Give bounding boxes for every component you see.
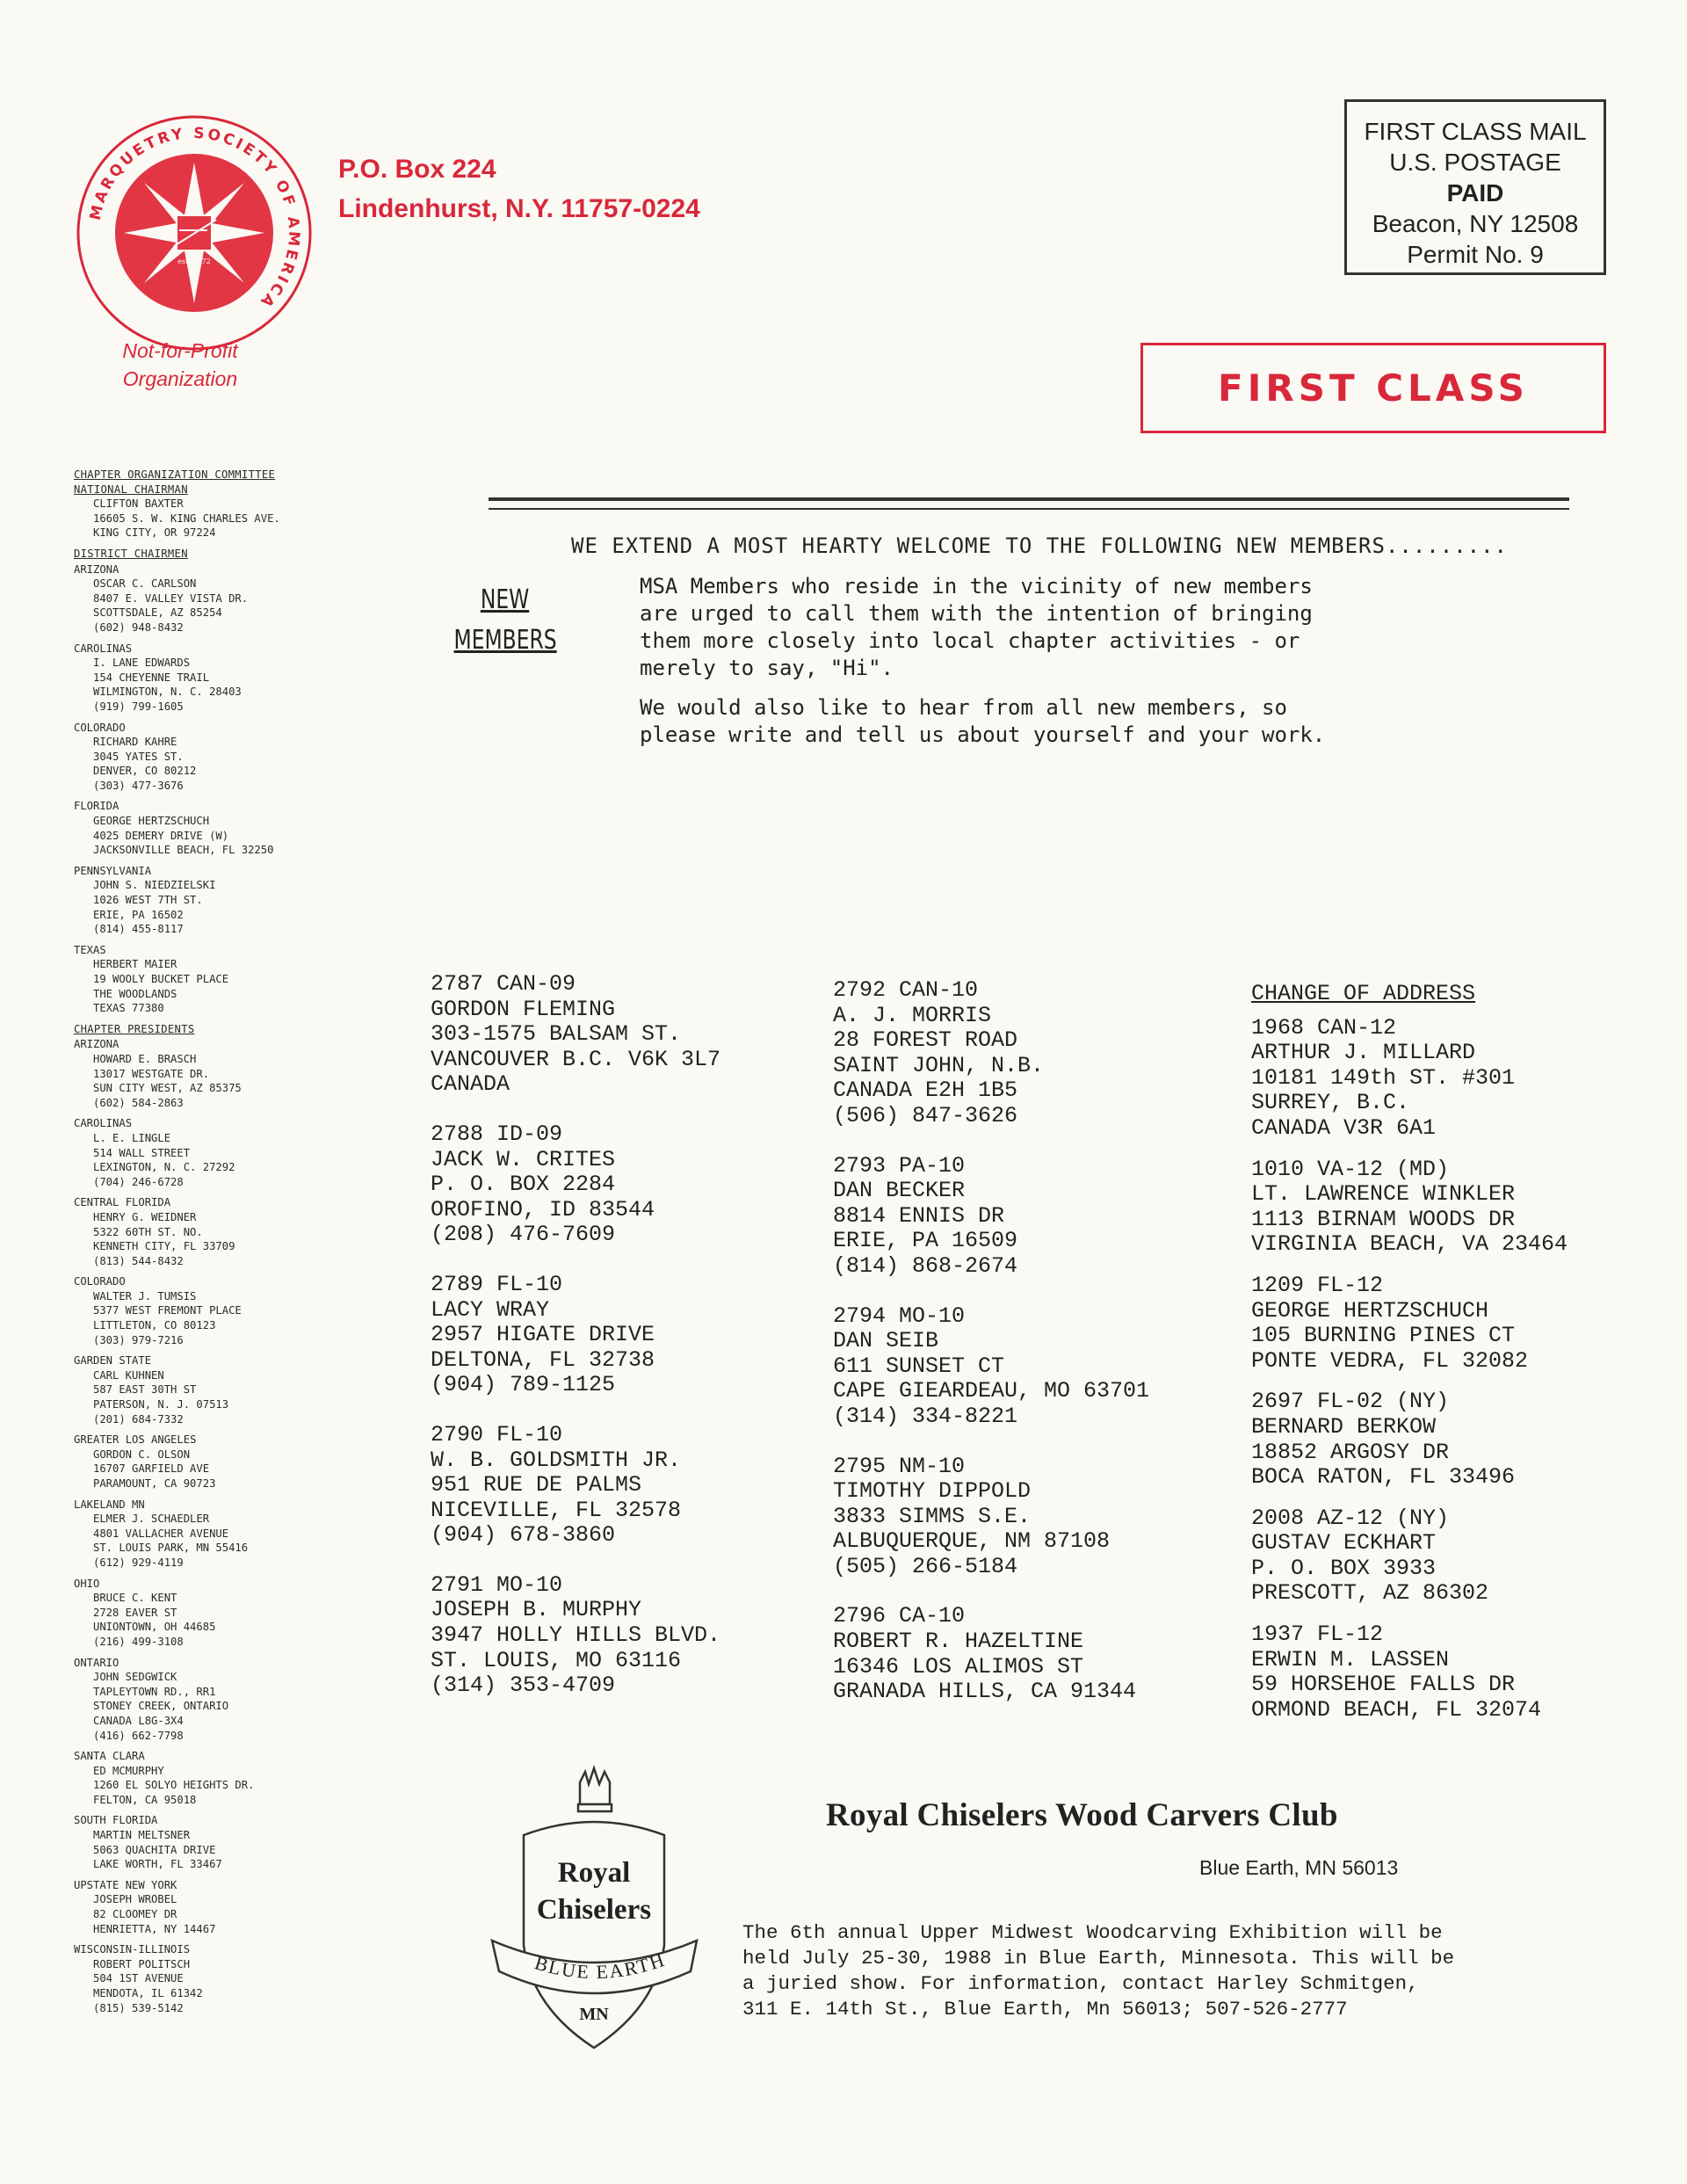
chapter-contact xyxy=(74,1274,364,1347)
member-number: 1010 VA-12 (MD) xyxy=(1251,1156,1450,1182)
member-number: 2793 PA-10 xyxy=(833,1152,966,1179)
contact-line: 16707 GARFIELD AVE xyxy=(93,1462,210,1476)
contact-line: CLIFTON BAXTER xyxy=(93,497,184,511)
member-line: SAINT JOHN, N.B. xyxy=(833,1052,1045,1078)
contact-line: JOHN S. NIEDZIELSKI xyxy=(93,879,216,892)
contact-line: MENDOTA, IL 61342 xyxy=(93,1987,203,1999)
member-line: 16346 LOS ALIMOS ST xyxy=(833,1653,1084,1680)
member-line: ALBUQUERQUE, NM 87108 xyxy=(833,1528,1111,1555)
member-line: CAPE GIEARDEAU, MO 63701 xyxy=(833,1378,1150,1404)
region-name: CAROLINAS xyxy=(74,1117,133,1130)
member-line: PONTE VEDRA, FL 32082 xyxy=(1251,1347,1529,1374)
member-line: P. O. BOX 3933 xyxy=(1251,1555,1437,1581)
contact-line: (814) 455-8117 xyxy=(93,923,184,936)
new-member-entry xyxy=(833,1154,1149,1280)
contact-line: HENRY G. WEIDNER xyxy=(93,1210,197,1223)
contact-line: CANADA L8G-3X4 xyxy=(93,1714,184,1727)
chapter-contact xyxy=(74,1433,364,1491)
contact-line: (602) 584-2863 xyxy=(93,1096,184,1109)
chapter-contact xyxy=(74,943,364,1016)
member-line: ROBERT R. HAZELTINE xyxy=(833,1629,1084,1655)
member-line: P. O. BOX 2284 xyxy=(431,1172,616,1198)
contact-line: (813) 544-8432 xyxy=(93,1254,184,1267)
contact-line: FELTON, CA 95018 xyxy=(93,1793,197,1806)
member-line: 951 RUE DE PALMS xyxy=(431,1472,642,1498)
contact-line: (416) 662-7798 xyxy=(93,1729,184,1742)
new-member-entry xyxy=(431,1122,720,1248)
chapter-contact xyxy=(74,1749,364,1807)
chapter-contact xyxy=(74,1656,364,1744)
region-name: OHIO xyxy=(74,1577,100,1590)
address-change-entry xyxy=(1251,1016,1568,1142)
member-line: 1113 BIRNAM WOODS DR xyxy=(1251,1206,1516,1232)
contact-line: BRUCE C. KENT xyxy=(93,1592,177,1605)
region-name: CENTRAL FLORIDA xyxy=(74,1196,171,1209)
region-name: COLORADO xyxy=(74,1275,126,1288)
royal-chiselers-title: Royal Chiselers Wood Carvers Club xyxy=(826,1797,1338,1833)
contact-line: TEXAS 77380 xyxy=(93,1002,164,1015)
member-line: (904) 789-1125 xyxy=(431,1372,616,1398)
contact-line: PATERSON, N. J. 07513 xyxy=(93,1398,229,1411)
msa-logo xyxy=(76,114,313,352)
contact-line: KING CITY, OR 97224 xyxy=(93,526,216,540)
region-name: GARDEN STATE xyxy=(74,1354,152,1368)
new-member-entry xyxy=(431,972,720,1098)
divider-rule xyxy=(489,497,1569,501)
member-line: ARTHUR J. MILLARD xyxy=(1251,1040,1476,1066)
member-line: VIRGINIA BEACH, VA 23464 xyxy=(1251,1231,1568,1258)
member-line: CANADA E2H 1B5 xyxy=(833,1077,1018,1104)
member-line: 8814 ENNIS DR xyxy=(833,1202,1005,1229)
postage-line-4: Beacon, NY 12508 xyxy=(1372,210,1579,237)
new-member-entry xyxy=(833,1455,1149,1580)
member-line: VANCOUVER B.C. V6K 3L7 xyxy=(431,1046,721,1072)
member-line: ERIE, PA 16509 xyxy=(833,1228,1018,1254)
member-line: 303-1575 BALSAM ST. xyxy=(431,1021,682,1048)
new-member-entry xyxy=(833,1304,1149,1430)
contact-line: ELMER J. SCHAEDLER xyxy=(93,1513,210,1526)
chapter-contact xyxy=(74,1813,364,1871)
contact-line: JOHN SEDGWICK xyxy=(93,1671,177,1684)
member-line: NICEVILLE, FL 32578 xyxy=(431,1497,682,1523)
contact-line: (303) 477-3676 xyxy=(93,779,184,792)
logo-est-text: est. 1972 xyxy=(177,258,211,265)
new-members-label-line-2: MEMBERS xyxy=(453,625,557,656)
member-line: ORMOND BEACH, FL 32074 xyxy=(1251,1696,1542,1723)
contact-line: HENRIETTA, NY 14467 xyxy=(93,1922,216,1935)
member-number: 2795 NM-10 xyxy=(833,1453,966,1479)
contact-line: 514 WALL STREET xyxy=(93,1146,191,1159)
contact-line: KENNETH CITY, FL 33709 xyxy=(93,1240,235,1253)
intro-paragraph-1: MSA Members who reside in the vicinity of new members are urged to call them with the intention of bringing them more closely into local chapter activities - or merely to say, "Hi". xyxy=(640,574,1313,680)
region-name: FLORIDA xyxy=(74,800,119,813)
new-member-entry xyxy=(431,1423,720,1549)
member-line: A. J. MORRIS xyxy=(833,1002,992,1028)
region-name: SANTA CLARA xyxy=(74,1750,145,1763)
member-line: 611 SUNSET CT xyxy=(833,1353,1005,1379)
region-name: PENNSYLVANIA xyxy=(74,864,152,877)
shield-line-1: Royal xyxy=(557,1857,631,1889)
chapter-contact xyxy=(74,1498,364,1571)
intro-paragraph-2: We would also like to hear from all new members, so please write and tell us about yourself and your work. xyxy=(640,695,1326,747)
contact-line: 154 CHEYENNE TRAIL xyxy=(93,671,210,684)
contact-line: 4801 VALLACHER AVENUE xyxy=(93,1527,229,1540)
member-number: 1209 FL-12 xyxy=(1251,1272,1384,1298)
member-line: ERWIN M. LASSEN xyxy=(1251,1646,1450,1672)
member-number: 2788 ID-09 xyxy=(431,1121,563,1147)
member-line: W. B. GOLDSMITH JR. xyxy=(431,1447,682,1473)
contact-line: JOSEPH WROBEL xyxy=(93,1893,177,1906)
member-line: (506) 847-3626 xyxy=(833,1102,1018,1128)
org-address xyxy=(338,149,700,229)
contact-line: 82 CLOOMEY DR xyxy=(93,1908,177,1921)
welcome-heading: WE EXTEND A MOST HEARTY WELCOME TO THE FOLLOWING NEW MEMBERS......... xyxy=(571,533,1508,558)
member-line: JACK W. CRITES xyxy=(431,1146,616,1172)
contact-line: 3045 YATES ST. xyxy=(93,750,184,763)
contact-line: ST. LOUIS PARK, MN 55416 xyxy=(93,1542,249,1555)
chapter-contact xyxy=(74,864,364,937)
contact-line: HOWARD E. BRASCH xyxy=(93,1052,197,1065)
contact-line: 13017 WESTGATE DR. xyxy=(93,1067,210,1080)
chapter-contact xyxy=(74,642,364,715)
member-line: 18852 ARGOSY DR xyxy=(1251,1439,1450,1465)
contact-line: JACKSONVILLE BEACH, FL 32250 xyxy=(93,844,274,857)
region-name: WISCONSIN-ILLINOIS xyxy=(74,1943,191,1956)
member-line: DELTONA, FL 32738 xyxy=(431,1346,655,1373)
contact-line: (815) 539-5142 xyxy=(93,2001,184,2014)
contact-line: 2728 EAVER ST xyxy=(93,1606,177,1619)
contact-line: (704) 246-6728 xyxy=(93,1175,184,1188)
member-line: BERNARD BERKOW xyxy=(1251,1413,1437,1440)
postage-line-2: U.S. POSTAGE xyxy=(1389,149,1561,176)
contact-line: 4025 DEMERY DRIVE (W) xyxy=(93,829,229,842)
shield-banner-text: BLUE EARTH xyxy=(532,1948,669,1984)
chapter-contact xyxy=(74,562,364,635)
contact-line: 1026 WEST 7TH ST. xyxy=(93,894,203,907)
member-line: 2957 HIGATE DRIVE xyxy=(431,1322,655,1348)
region-name: LAKELAND MN xyxy=(74,1498,145,1511)
contact-line: RICHARD KAHRE xyxy=(93,736,177,749)
member-line: 59 HORSEHOE FALLS DR xyxy=(1251,1672,1516,1698)
contact-line: ERIE, PA 16502 xyxy=(93,908,184,921)
member-line: DAN SEIB xyxy=(833,1328,939,1354)
chapter-committee-sidebar xyxy=(74,468,364,2021)
member-line: (814) 868-2674 xyxy=(833,1252,1018,1279)
nonprofit-label xyxy=(79,337,281,393)
new-members-label-line-1: NEW xyxy=(481,584,530,615)
member-line: LACY WRAY xyxy=(431,1296,550,1323)
chapter-contact xyxy=(74,1353,364,1426)
contact-line: (216) 499-3108 xyxy=(93,1635,184,1648)
contact-line: MARTIN MELTSNER xyxy=(93,1829,191,1842)
contact-line: 587 EAST 30TH ST xyxy=(93,1383,197,1397)
contact-line: SCOTTSDALE, AZ 85254 xyxy=(93,606,222,620)
region-name: GREATER LOS ANGELES xyxy=(74,1433,197,1447)
new-member-entry xyxy=(431,1273,720,1398)
contact-line: WILMINGTON, N. C. 28403 xyxy=(93,686,242,699)
member-line: 28 FOREST ROAD xyxy=(833,1027,1018,1054)
chapter-presidents-list xyxy=(74,1037,364,2015)
member-line: BOCA RATON, FL 33496 xyxy=(1251,1464,1516,1491)
national-chairman-heading: NATIONAL CHAIRMAN xyxy=(74,483,188,496)
new-members-column-2 xyxy=(833,978,1149,1730)
contact-line: THE WOODLANDS xyxy=(93,987,177,1000)
contact-line: STONEY CREEK, ONTARIO xyxy=(93,1700,229,1713)
member-line: (208) 476-7609 xyxy=(431,1222,616,1248)
address-change-entry xyxy=(1251,1389,1568,1490)
contact-line: (602) 948-8432 xyxy=(93,620,184,634)
address-change-entry xyxy=(1251,1506,1568,1607)
contact-line: 5063 QUACHITA DRIVE xyxy=(93,1843,216,1856)
chapter-presidents-heading: CHAPTER PRESIDENTS xyxy=(74,1022,195,1035)
contact-line: DENVER, CO 80212 xyxy=(93,765,197,778)
member-number: 2792 CAN-10 xyxy=(833,977,979,1003)
contact-line: TAPLEYTOWN RD., RR1 xyxy=(93,1685,216,1698)
contact-line: 19 WOOLY BUCKET PLACE xyxy=(93,973,229,985)
contact-line: GEORGE HERTZSCHUCH xyxy=(93,815,210,828)
member-line: (505) 266-5184 xyxy=(833,1553,1018,1579)
postage-paid: PAID xyxy=(1446,179,1504,207)
shield-line-2: Chiselers xyxy=(536,1894,652,1926)
shield-state: MN xyxy=(579,2005,609,2024)
divider-rule xyxy=(489,508,1569,510)
contact-line: 16605 S. W. KING CHARLES AVE. xyxy=(93,512,280,525)
region-name: ARIZONA xyxy=(74,562,119,576)
new-member-entry xyxy=(833,1604,1149,1704)
chapter-contact xyxy=(74,799,364,857)
contact-line: SUN CITY WEST, AZ 85375 xyxy=(93,1082,242,1095)
member-line: 3833 SIMMS S.E. xyxy=(833,1503,1032,1529)
contact-line: (201) 684-7332 xyxy=(93,1412,184,1426)
contact-line: GORDON C. OLSON xyxy=(93,1448,191,1461)
member-number: 2791 MO-10 xyxy=(431,1571,563,1598)
member-line: (904) 678-3860 xyxy=(431,1522,616,1549)
nonprofit-line-1: Not-for-Profit xyxy=(122,339,238,362)
chapter-contact xyxy=(74,1878,364,1936)
logo-ring-text: MARQUETRY SOCIETY OF AMERICA xyxy=(86,124,303,313)
postage-line-1: FIRST CLASS MAIL xyxy=(1364,118,1587,145)
postage-indicia xyxy=(1344,99,1606,275)
contact-line: ED MCMURPHY xyxy=(93,1764,164,1777)
new-members-label xyxy=(439,580,571,661)
member-line: OROFINO, ID 83544 xyxy=(431,1196,655,1223)
contact-line: HERBERT MAIER xyxy=(93,958,177,971)
member-line: DAN BECKER xyxy=(833,1178,966,1204)
new-member-entry xyxy=(431,1573,720,1699)
member-number: 2787 CAN-09 xyxy=(431,971,576,997)
member-number: 2794 MO-10 xyxy=(833,1302,966,1329)
member-line: CANADA V3R 6A1 xyxy=(1251,1114,1437,1141)
address-change-entry xyxy=(1251,1157,1568,1258)
chapter-contact xyxy=(74,1577,364,1650)
member-line: 105 BURNING PINES CT xyxy=(1251,1323,1516,1349)
address-line-2: Lindenhurst, N.Y. 11757-0224 xyxy=(338,194,700,223)
member-line: JOSEPH B. MURPHY xyxy=(431,1597,642,1623)
nonprofit-line-2: Organization xyxy=(122,367,238,390)
chapter-contact xyxy=(74,1037,364,1110)
contact-line: (919) 799-1605 xyxy=(93,700,184,713)
royal-chiselers-city: Blue Earth, MN 56013 xyxy=(1199,1856,1399,1879)
member-line: GUSTAV ECKHART xyxy=(1251,1530,1437,1556)
change-of-address-list xyxy=(1251,1016,1568,1723)
member-number: 2789 FL-10 xyxy=(431,1271,563,1297)
region-name: SOUTH FLORIDA xyxy=(74,1814,158,1827)
chapter-contact xyxy=(74,1195,364,1268)
member-line: (314) 353-4709 xyxy=(431,1672,616,1699)
member-line: GRANADA HILLS, CA 91344 xyxy=(833,1679,1137,1705)
contact-line: WALTER J. TUMSIS xyxy=(93,1289,197,1302)
member-number: 2796 CA-10 xyxy=(833,1603,966,1629)
member-line: 10181 149th ST. #301 xyxy=(1251,1064,1516,1091)
contact-line: PARAMOUNT, CA 90723 xyxy=(93,1477,216,1490)
address-change-entry xyxy=(1251,1273,1568,1374)
contact-line: (612) 929-4119 xyxy=(93,1556,184,1569)
first-class-stamp: FIRST CLASS xyxy=(1140,343,1606,433)
new-members-column-1 xyxy=(431,972,720,1723)
change-of-address-heading: CHANGE OF ADDRESS xyxy=(1251,981,1476,1006)
committee-title: CHAPTER ORGANIZATION COMMITTEE xyxy=(74,468,276,481)
contact-line: LEXINGTON, N. C. 27292 xyxy=(93,1161,235,1174)
member-line: ST. LOUIS, MO 63116 xyxy=(431,1647,682,1673)
member-number: 2008 AZ-12 (NY) xyxy=(1251,1505,1450,1531)
contact-line: 504 1ST AVENUE xyxy=(93,1972,184,1985)
district-chairmen-list xyxy=(74,562,364,1016)
region-name: CAROLINAS xyxy=(74,642,133,655)
contact-line: LITTLETON, CO 80123 xyxy=(93,1319,216,1332)
contact-line: 5322 60TH ST. NO. xyxy=(93,1225,203,1238)
national-chairman-block xyxy=(74,497,364,541)
change-of-address-column xyxy=(1251,982,1568,1738)
region-name: ONTARIO xyxy=(74,1656,119,1669)
member-line: TIMOTHY DIPPOLD xyxy=(833,1478,1032,1505)
member-number: 1937 FL-12 xyxy=(1251,1622,1384,1648)
chapter-contact xyxy=(74,721,364,794)
new-member-entry xyxy=(833,978,1149,1129)
contact-line: OSCAR C. CARLSON xyxy=(93,577,197,591)
member-line: LT. LAWRENCE WINKLER xyxy=(1251,1181,1516,1208)
member-line: GEORGE HERTZSCHUCH xyxy=(1251,1297,1489,1324)
member-number: 1968 CAN-12 xyxy=(1251,1014,1397,1041)
member-line: CANADA xyxy=(431,1071,510,1098)
chapter-contact xyxy=(74,1116,364,1189)
royal-chiselers-announcement: The 6th annual Upper Midwest Woodcarving Exhibition will be held July 25-30, 1988 in Blue Earth, Minnesota. This will be a juried show. For information, contact Harley Schmitgen, 311 E. 14th St., Blue Earth, Mn 56013; 507-526-2777 xyxy=(742,1921,1455,2021)
region-name: TEXAS xyxy=(74,943,106,956)
address-change-entry xyxy=(1251,1622,1568,1723)
member-line: SURREY, B.C. xyxy=(1251,1090,1410,1116)
contact-line: 8407 E. VALLEY VISTA DR. xyxy=(93,591,249,605)
contact-line: UNIONTOWN, OH 44685 xyxy=(93,1621,216,1634)
member-number: 2790 FL-10 xyxy=(431,1421,563,1448)
contact-line: 1260 EL SOLYO HEIGHTS DR. xyxy=(93,1779,255,1792)
member-line: GORDON FLEMING xyxy=(431,996,616,1022)
member-line: 3947 HOLLY HILLS BLVD. xyxy=(431,1622,721,1649)
contact-line: LAKE WORTH, FL 33467 xyxy=(93,1858,222,1871)
chapter-contact xyxy=(74,1942,364,2015)
region-name: COLORADO xyxy=(74,721,126,734)
royal-chiselers-shield-logo xyxy=(481,1765,706,2055)
member-line: PRESCOTT, AZ 86302 xyxy=(1251,1580,1489,1607)
contact-line: 5377 WEST FREMONT PLACE xyxy=(93,1304,242,1317)
contact-line: CARL KUHNEN xyxy=(93,1368,164,1382)
postage-permit: Permit No. 9 xyxy=(1407,241,1544,268)
member-number: 2697 FL-02 (NY) xyxy=(1251,1389,1450,1415)
contact-line: L. E. LINGLE xyxy=(93,1131,171,1144)
member-line: (314) 334-8221 xyxy=(833,1403,1018,1429)
region-name: UPSTATE NEW YORK xyxy=(74,1878,177,1891)
intro-text xyxy=(640,573,1413,761)
contact-line: ROBERT POLITSCH xyxy=(93,1957,191,1970)
region-name: ARIZONA xyxy=(74,1038,119,1051)
district-chairmen-heading: DISTRICT CHAIRMEN xyxy=(74,547,188,560)
contact-line: I. LANE EDWARDS xyxy=(93,657,191,670)
contact-line: (303) 979-7216 xyxy=(93,1333,184,1346)
address-line-1: P.O. Box 224 xyxy=(338,155,496,184)
